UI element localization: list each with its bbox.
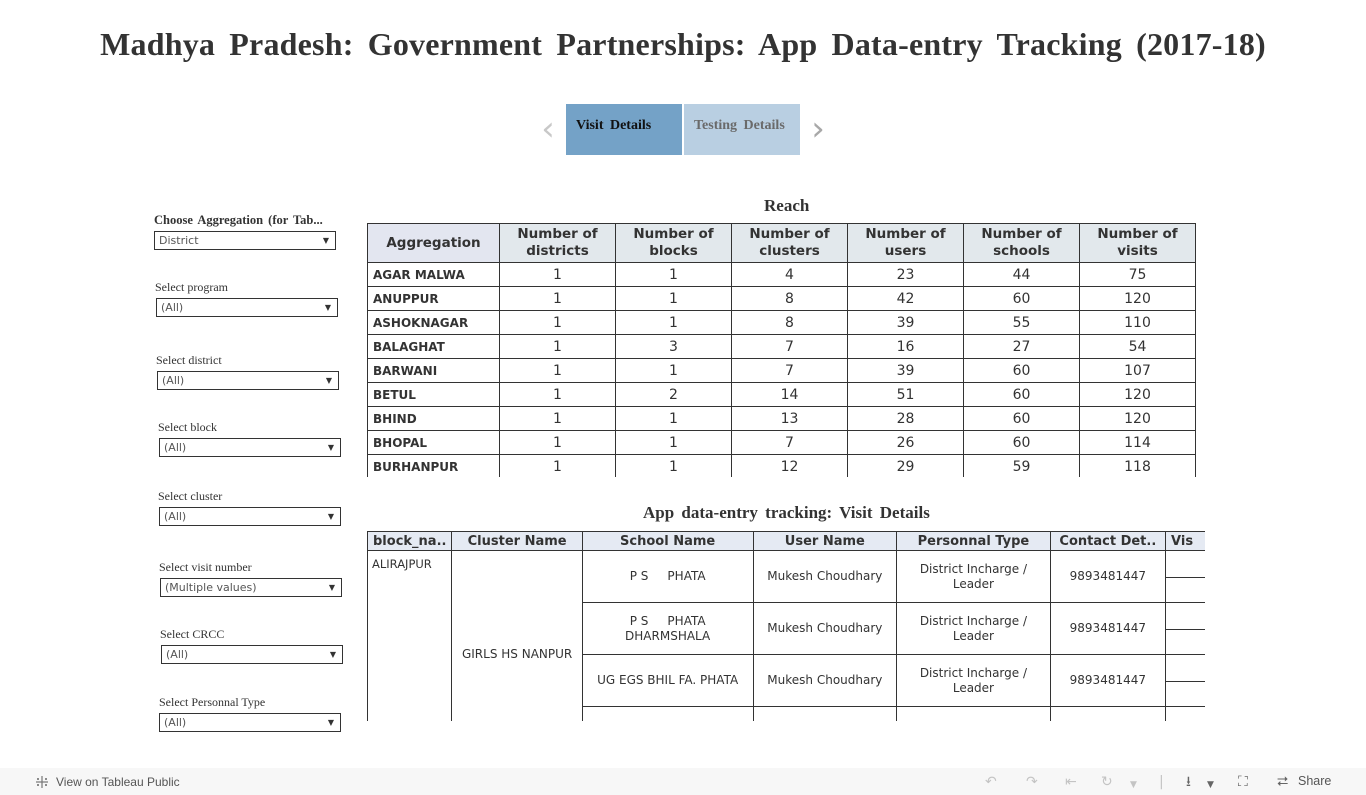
value-cell: 60 xyxy=(964,359,1080,383)
personnal-type-cell: District Incharge / Leader xyxy=(897,551,1050,603)
table-row xyxy=(368,311,1196,335)
value-cell: 1 xyxy=(500,263,616,287)
value-cell: 60 xyxy=(964,287,1080,311)
reach-table xyxy=(367,223,1196,477)
filter-program xyxy=(155,279,338,317)
filter-district xyxy=(156,352,339,390)
fullscreen-icon[interactable]: ⛶ xyxy=(1238,774,1248,790)
chevron-left-icon[interactable]: ‹ xyxy=(541,109,555,149)
table-row xyxy=(368,359,1196,383)
tab-testing-details[interactable]: Testing Details xyxy=(684,104,800,155)
filter-label: Select block xyxy=(158,420,217,434)
value-cell: 60 xyxy=(964,383,1080,407)
value-cell: 118 xyxy=(1080,455,1196,478)
value-cell: 55 xyxy=(964,311,1080,335)
value-cell: 114 xyxy=(1080,431,1196,455)
value-cell: 1 xyxy=(500,359,616,383)
value-cell: 120 xyxy=(1080,287,1196,311)
visit-cell xyxy=(1166,603,1205,655)
share-button[interactable]: Share xyxy=(1298,774,1332,788)
column-header[interactable]: Number of users xyxy=(848,224,964,263)
user-cell: Mukesh Choudhary xyxy=(753,551,897,603)
revert-icon[interactable]: ⇤ xyxy=(1065,774,1077,790)
value-cell: 120 xyxy=(1080,407,1196,431)
visit-cell xyxy=(1166,707,1205,722)
column-header[interactable]: block_na.. xyxy=(368,532,452,551)
value-cell: 42 xyxy=(848,287,964,311)
filter-aggregation xyxy=(154,212,336,250)
tab-visit-details[interactable]: Visit Details xyxy=(566,104,682,155)
column-header[interactable]: Vis xyxy=(1166,532,1205,551)
refresh-icon[interactable]: ↻ xyxy=(1101,774,1113,790)
cluster-name: GIRLS HS NANPUR xyxy=(461,647,573,661)
dropdown-value: (Multiple values) xyxy=(165,581,257,594)
filter-label: Select program xyxy=(155,280,228,294)
aggregation-cell: BARWANI xyxy=(368,359,500,383)
school-cell xyxy=(582,707,753,722)
school-cell: P S PHATA DHARMSHALA xyxy=(582,603,753,655)
aggregation-cell: AGAR MALWA xyxy=(368,263,500,287)
reach-title: Reach xyxy=(764,196,810,215)
value-cell: 7 xyxy=(732,431,848,455)
school-cell: P S PHATA xyxy=(582,551,753,603)
value-cell: 23 xyxy=(848,263,964,287)
visit-cell xyxy=(1166,551,1205,603)
value-cell: 1 xyxy=(616,431,732,455)
block-dropdown[interactable] xyxy=(159,438,341,457)
personnal-type-dropdown[interactable] xyxy=(159,713,341,732)
filter-label: Select visit number xyxy=(159,560,252,574)
visit-number-dropdown[interactable] xyxy=(160,578,342,597)
caret-down-icon: ▼ xyxy=(329,650,336,659)
table-row xyxy=(368,407,1196,431)
share-icon[interactable]: ⮂ xyxy=(1277,774,1289,790)
value-cell: 107 xyxy=(1080,359,1196,383)
filter-label: Select Personnal Type xyxy=(159,695,266,709)
filter-visit-number xyxy=(159,559,342,597)
dropdown-value: (All) xyxy=(164,441,187,454)
program-dropdown[interactable] xyxy=(156,298,338,317)
filter-block xyxy=(158,419,341,457)
table-row xyxy=(368,335,1196,359)
aggregation-dropdown[interactable] xyxy=(154,231,336,250)
value-cell: 13 xyxy=(732,407,848,431)
visit-details-title: App data-entry tracking: Visit Details xyxy=(643,503,930,522)
view-on-tableau-label: View on Tableau Public xyxy=(56,775,180,789)
contact-cell: 9893481447 xyxy=(1050,551,1165,603)
redo-icon[interactable]: ↷ xyxy=(1026,774,1038,790)
visit-table xyxy=(367,531,1205,721)
dropdown-value: (All) xyxy=(164,510,187,523)
chevron-right-icon[interactable]: › xyxy=(811,109,825,149)
caret-down-icon[interactable]: ▼ xyxy=(1207,780,1214,790)
value-cell: 1 xyxy=(616,311,732,335)
value-cell: 110 xyxy=(1080,311,1196,335)
table-row xyxy=(368,551,1206,603)
column-header[interactable]: Personnal Type xyxy=(897,532,1050,551)
contact-cell: 9893481447 xyxy=(1050,603,1165,655)
column-header[interactable]: Contact Det.. xyxy=(1050,532,1165,551)
table-row xyxy=(368,287,1196,311)
aggregation-cell: BHIND xyxy=(368,407,500,431)
value-cell: 1 xyxy=(616,287,732,311)
value-cell: 1 xyxy=(616,263,732,287)
table-row xyxy=(368,455,1196,478)
filter-crcc xyxy=(160,626,343,664)
caret-down-icon: ▼ xyxy=(327,443,334,452)
caret-down-icon: ▼ xyxy=(324,303,331,312)
value-cell: 1 xyxy=(616,359,732,383)
value-cell: 59 xyxy=(964,455,1080,478)
value-cell: 44 xyxy=(964,263,1080,287)
column-header[interactable]: Aggregation xyxy=(368,224,500,263)
aggregation-cell: BURHANPUR xyxy=(368,455,500,478)
aggregation-cell: ANUPPUR xyxy=(368,287,500,311)
value-cell: 120 xyxy=(1080,383,1196,407)
visit-table-container[interactable] xyxy=(367,531,1205,721)
value-cell: 3 xyxy=(616,335,732,359)
crcc-dropdown[interactable] xyxy=(161,645,343,664)
caret-down-icon: ▼ xyxy=(327,512,334,521)
value-cell: 2 xyxy=(616,383,732,407)
value-cell: 4 xyxy=(732,263,848,287)
reach-table-container[interactable] xyxy=(367,223,1197,477)
caret-down-icon: ▼ xyxy=(328,583,335,592)
block-cell: ALIRAJPUR xyxy=(368,551,452,722)
value-cell: 29 xyxy=(848,455,964,478)
column-header[interactable]: School Name xyxy=(582,532,753,551)
value-cell: 75 xyxy=(1080,263,1196,287)
dropdown-value: (All) xyxy=(162,374,185,387)
dropdown-value: (All) xyxy=(166,648,189,661)
caret-down-icon: ▼ xyxy=(325,376,332,385)
value-cell: 12 xyxy=(732,455,848,478)
tableau-logo-icon xyxy=(34,774,50,790)
value-cell: 1 xyxy=(500,335,616,359)
aggregation-cell: BALAGHAT xyxy=(368,335,500,359)
value-cell: 28 xyxy=(848,407,964,431)
value-cell: 8 xyxy=(732,287,848,311)
value-cell: 1 xyxy=(500,287,616,311)
visit-header-row xyxy=(368,532,1206,551)
table-row xyxy=(368,383,1196,407)
user-cell: Mukesh Choudhary xyxy=(753,603,897,655)
reach-header-row xyxy=(368,224,1196,263)
undo-icon[interactable]: ↶ xyxy=(985,774,997,790)
visit-cell xyxy=(1166,655,1205,707)
value-cell: 16 xyxy=(848,335,964,359)
dashboard-title: Madhya Pradesh: Government Partnerships: App Data-entry Tracking (2017-18) xyxy=(100,26,1266,62)
caret-down-icon: ▼ xyxy=(322,236,329,245)
value-cell: 60 xyxy=(964,407,1080,431)
contact-cell xyxy=(1050,707,1165,722)
column-header[interactable]: Cluster Name xyxy=(452,532,582,551)
value-cell: 1 xyxy=(500,383,616,407)
cluster-cell xyxy=(452,551,582,722)
filter-personnal-type xyxy=(159,694,341,732)
column-header[interactable]: User Name xyxy=(753,532,897,551)
personnal-type-cell: District Incharge / Leader xyxy=(897,655,1050,707)
filter-cluster xyxy=(158,488,341,526)
value-cell: 1 xyxy=(500,431,616,455)
personnal-type-cell: District Incharge / Leader xyxy=(897,603,1050,655)
toolbar-separator: | xyxy=(1159,774,1164,790)
value-cell: 39 xyxy=(848,359,964,383)
download-icon[interactable]: ⭳ xyxy=(1186,774,1191,790)
table-row xyxy=(368,431,1196,455)
user-cell xyxy=(753,707,897,722)
value-cell: 8 xyxy=(732,311,848,335)
view-on-tableau-link[interactable] xyxy=(34,774,180,790)
value-cell: 51 xyxy=(848,383,964,407)
filter-label: Select CRCC xyxy=(160,627,225,641)
caret-down-icon: ▼ xyxy=(327,718,334,727)
school-cell: UG EGS BHIL FA. PHATA xyxy=(582,655,753,707)
value-cell: 26 xyxy=(848,431,964,455)
value-cell: 1 xyxy=(616,407,732,431)
filter-label: Choose Aggregation (for Tab... xyxy=(154,213,323,227)
dropdown-value: (All) xyxy=(161,301,184,314)
tableau-toolbar xyxy=(0,768,1366,795)
dropdown-value: District xyxy=(159,234,199,247)
aggregation-cell: BETUL xyxy=(368,383,500,407)
district-dropdown[interactable] xyxy=(157,371,339,390)
column-header[interactable]: Number of clusters xyxy=(732,224,848,263)
aggregation-cell: BHOPAL xyxy=(368,431,500,455)
table-row xyxy=(368,263,1196,287)
value-cell: 7 xyxy=(732,335,848,359)
personnal-type-cell xyxy=(897,707,1050,722)
value-cell: 1 xyxy=(616,455,732,478)
value-cell: 1 xyxy=(500,455,616,478)
filter-label: Select district xyxy=(156,353,222,367)
column-header[interactable]: Number of schools xyxy=(964,224,1080,263)
value-cell: 14 xyxy=(732,383,848,407)
value-cell: 1 xyxy=(500,407,616,431)
column-header[interactable]: Number of visits xyxy=(1080,224,1196,263)
column-header[interactable]: Number of blocks xyxy=(616,224,732,263)
contact-cell: 9893481447 xyxy=(1050,655,1165,707)
value-cell: 60 xyxy=(964,431,1080,455)
value-cell: 54 xyxy=(1080,335,1196,359)
value-cell: 7 xyxy=(732,359,848,383)
filter-label: Select cluster xyxy=(158,489,223,503)
value-cell: 1 xyxy=(500,311,616,335)
cluster-dropdown[interactable] xyxy=(159,507,341,526)
user-cell: Mukesh Choudhary xyxy=(753,655,897,707)
aggregation-cell: ASHOKNAGAR xyxy=(368,311,500,335)
value-cell: 27 xyxy=(964,335,1080,359)
value-cell: 39 xyxy=(848,311,964,335)
caret-down-icon[interactable]: ▼ xyxy=(1130,780,1137,790)
dropdown-value: (All) xyxy=(164,716,187,729)
column-header[interactable]: Number of districts xyxy=(500,224,616,263)
